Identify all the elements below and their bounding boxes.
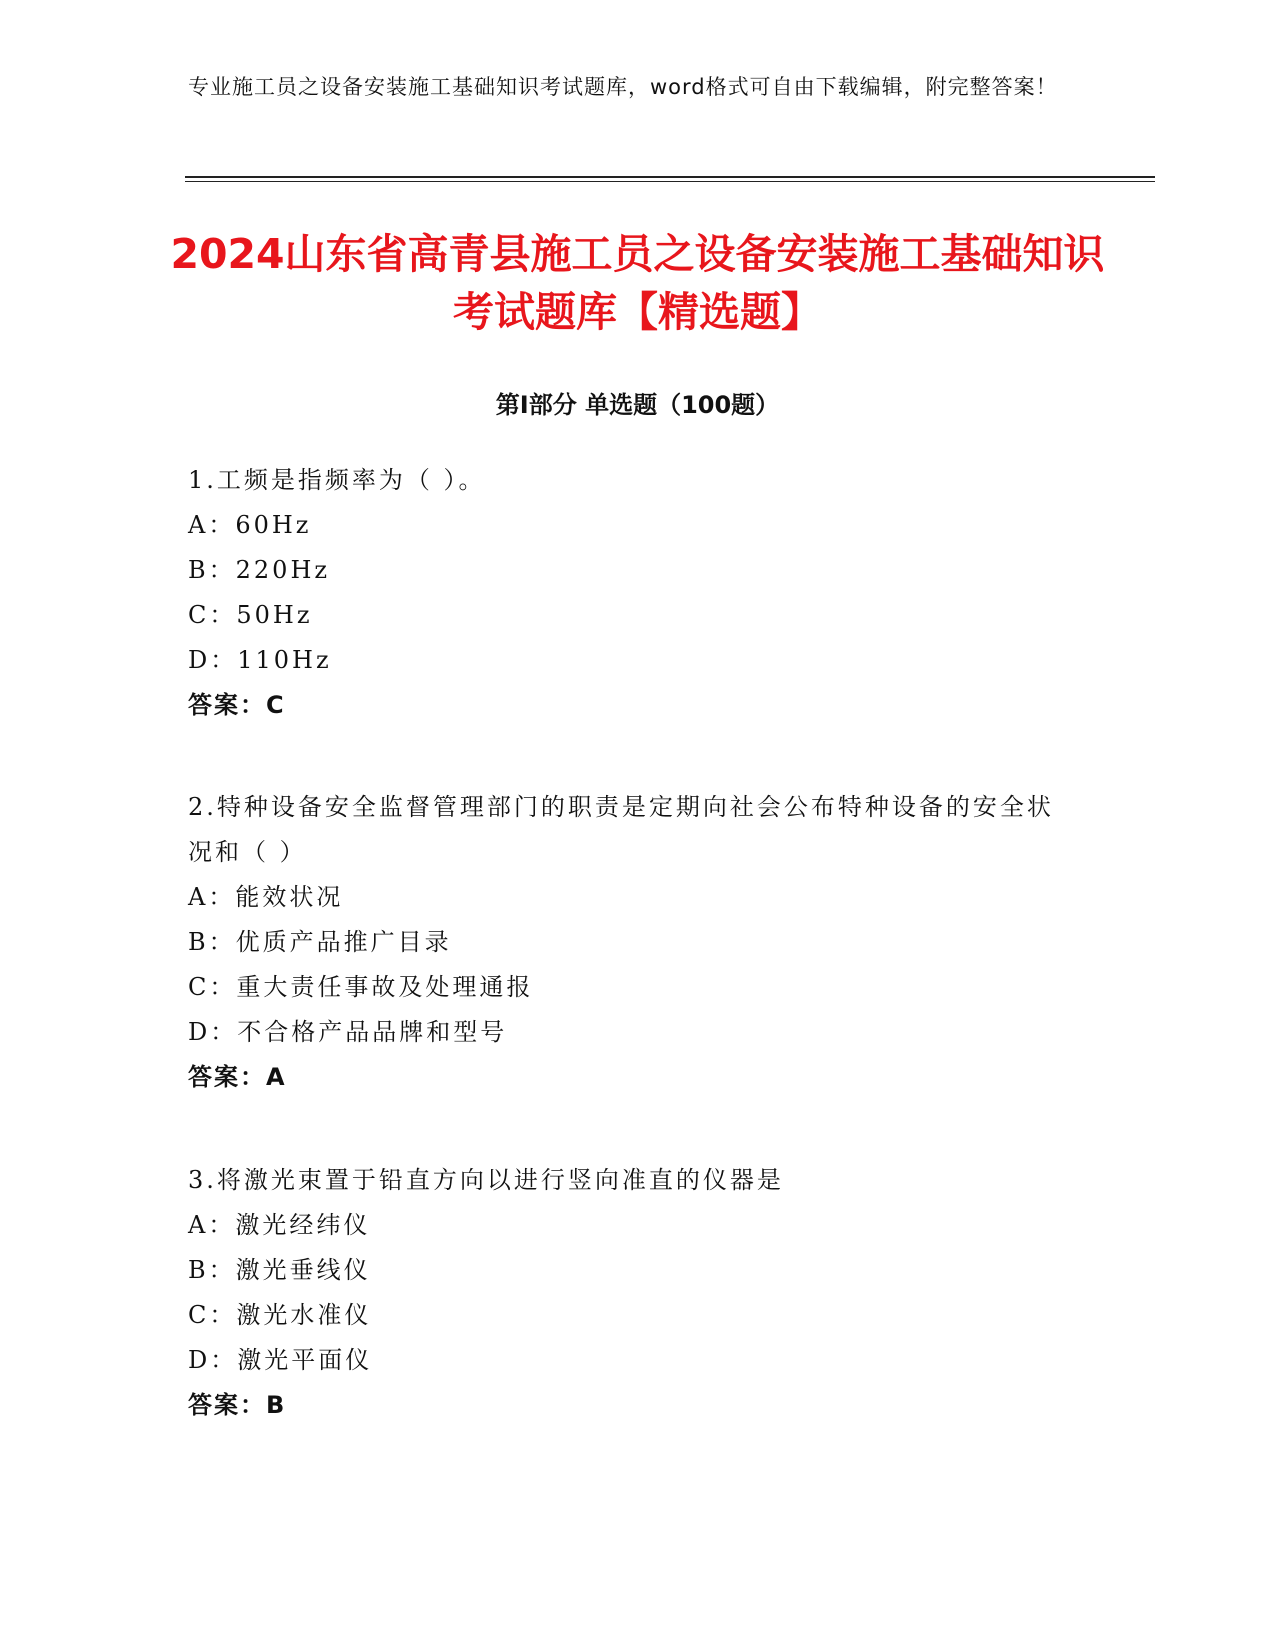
answer: 答案：B — [188, 1391, 287, 1419]
option-c: C：重大责任事故及处理通报 — [188, 973, 534, 1001]
option-b: B：激光垂线仪 — [188, 1256, 371, 1284]
option-c: C：50Hz — [188, 601, 313, 629]
option-a: A：60Hz — [188, 511, 312, 539]
document-title: 2024山东省高青县施工员之设备安装施工基础知识考试题库【精选题】 — [170, 230, 1105, 336]
option-c: C：激光水准仪 — [188, 1301, 372, 1329]
option-b: B：220Hz — [188, 556, 331, 584]
option-d: D：110Hz — [188, 646, 332, 674]
question-stem: 1.工频是指频率为（ ）。 — [188, 466, 486, 494]
header-divider — [185, 176, 1155, 182]
option-b: B：优质产品推广目录 — [188, 928, 452, 956]
option-a: A：能效状况 — [188, 883, 344, 911]
option-a: A：激光经纬仪 — [188, 1211, 371, 1239]
question-2 — [188, 785, 1068, 1100]
section-heading: 第Ⅰ部分 单选题（100题） — [495, 391, 780, 419]
question-1 — [188, 458, 1068, 728]
question-3 — [188, 1158, 1068, 1428]
answer: 答案：A — [188, 1063, 287, 1091]
question-stem: 2.特种设备安全监督管理部门的职责是定期向社会公布特种设备的安全状况和（ ） — [188, 793, 1054, 866]
option-d: D：激光平面仪 — [188, 1346, 373, 1374]
option-d: D：不合格产品品牌和型号 — [188, 1018, 508, 1046]
answer: 答案：C — [188, 691, 286, 719]
header-note: 专业施工员之设备安装施工基础知识考试题库，word格式可自由下载编辑，附完整答案！ — [188, 75, 1058, 99]
question-stem: 3.将激光束置于铅直方向以进行竖向准直的仪器是 — [188, 1166, 784, 1194]
